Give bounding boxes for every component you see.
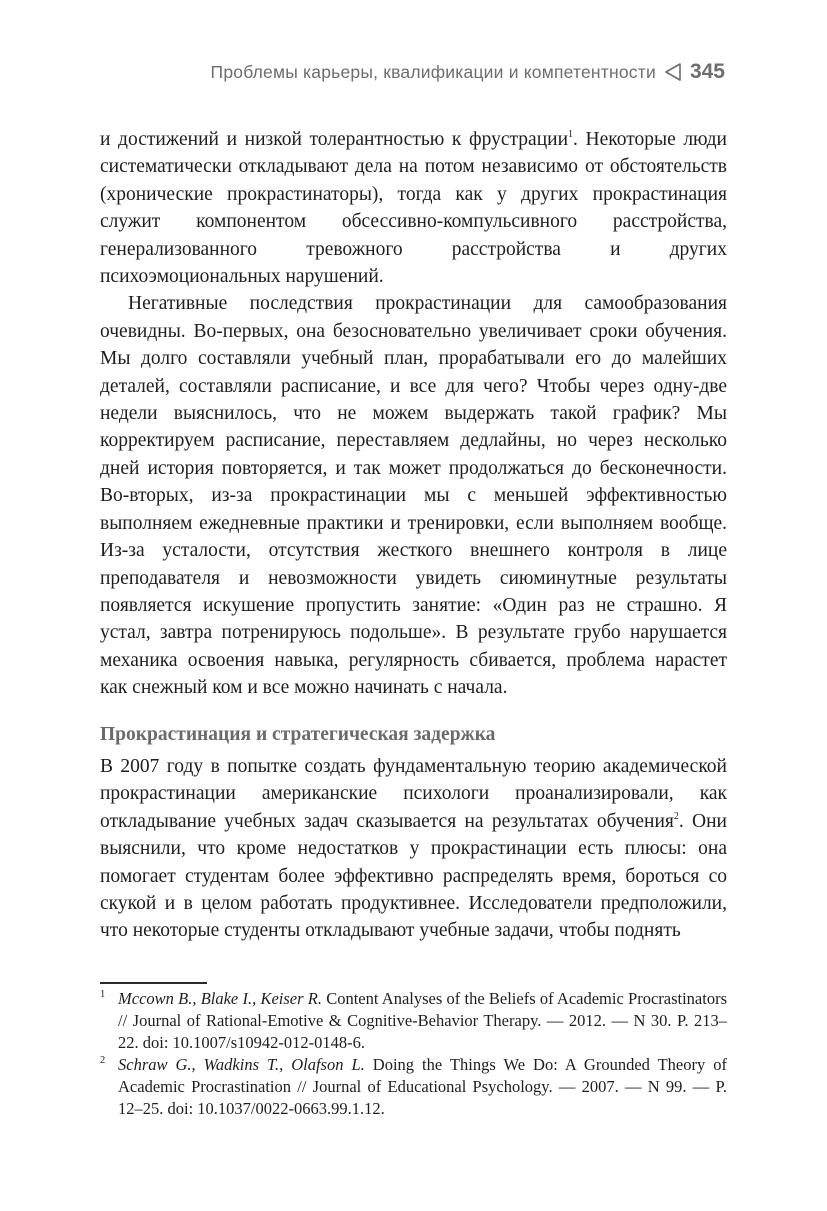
footnote-text: Content Analyses of the Beliefs of Academic Procrastinators // Journal of Rational-Emotive & Cognitive-Behavior Therapy. — 2012. — N 30. P. 213–22. doi: 10.1007/s10942-012-0148-6. bbox=[118, 989, 727, 1052]
footnote-text: Doing the Things We Do: A Grounded Theory of Academic Procrastination // Journal of Educational Psychology. — 2007. — N 99. — P. 12–25. doi: 10.1037/0022-0663.99.1.12. bbox=[118, 1055, 727, 1118]
section-heading: Прокрастинация и стратегическая задержка bbox=[100, 723, 496, 745]
footnote-number: 2 bbox=[100, 1055, 106, 1066]
footnote-ref-2[interactable]: 2 bbox=[673, 810, 679, 822]
running-header-title: Проблемы карьеры, квалификации и компетентности bbox=[210, 61, 656, 82]
footnote-ref-1[interactable]: 1 bbox=[568, 129, 573, 140]
running-header bbox=[211, 60, 725, 84]
paragraph-1: и достижений и низкой толерантностью к фрустрации$^1$. Некоторые люди систематически откладывают дела на потом независимо от обстоятельств (хронические прокрастинаторы), тогда как у других прокрастинация служит компонентом обсессивно-компульсивного расстройства, генерализованного тревожного расстройства и других психоэмоциональных нарушений. bbox=[100, 129, 727, 288]
page-number: 345 bbox=[689, 60, 725, 83]
footnotes bbox=[100, 988, 727, 1120]
paragraph-3: В 2007 году в попытке создать фундаментальную теорию академической прокрастинации американские психологи проанализировали, как откладывание учебных задач сказывается на результатах обучения$^2$. Они выяснили, что кроме недостатков у прокрастинации есть плюсы: она помогает студентам более эффективно распределять время, бороться со скукой и в целом работать продуктивнее. Исследователи предположили, что некоторые студенты откладывают учебные задачи, чтобы поднять bbox=[100, 755, 727, 942]
paragraph-2: Негативные последствия прокрастинации для самообразования очевидны. Во-первых, она безосновательно увеличивает сроки обучения. Мы долго составляли учебный план, прорабатывали его до малейших деталей, составляли расписание, и все для чего? Чтобы через одну-две недели выяснилось, что не можем выдержать такой график? Мы корректируем расписание, переставляем дедлайны, но через несколько дней история повторяется, и так может продолжаться до бесконечности. Во-вторых, из-за прокрастинации мы с меньшей эффективностью выполняем ежедневные практики и тренировки, если выполняем вообще. Из-за усталости, отсутствия жесткого внешнего контроля в лице преподавателя и невозможности увидеть сиюминутные результаты появляется искушение пропустить занятие: «Один раз не страшно. Я устал, завтра потренируюсь подольше». В результате грубо нарушается механика освоения навыка, регулярность сбивается, проблема нарастет как снежный ком и все можно начинать с начала. bbox=[100, 293, 727, 699]
footnote-authors: Mccown B., Blake I., Keiser R. bbox=[118, 989, 322, 1008]
triangle-left-outline-icon bbox=[664, 62, 682, 82]
footnote-2 bbox=[100, 1054, 727, 1120]
footnote-divider bbox=[100, 982, 207, 984]
footnote-number: 1 bbox=[100, 989, 106, 1000]
main-text bbox=[100, 126, 727, 945]
footnote-authors: Schraw G., Wadkins T., Olafson L. bbox=[118, 1055, 365, 1074]
footnote-1 bbox=[100, 988, 727, 1054]
